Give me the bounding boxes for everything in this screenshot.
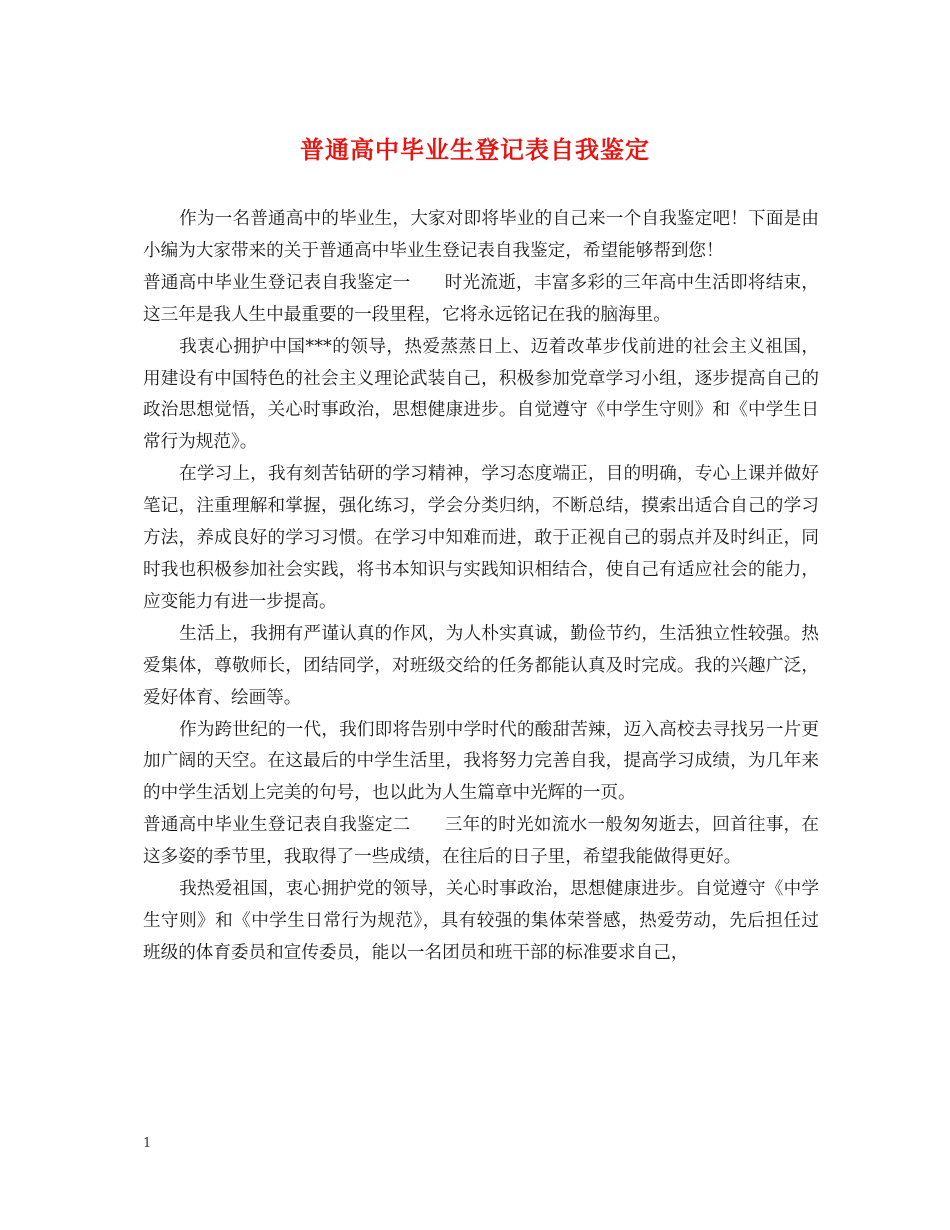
document-body xyxy=(143,204,819,970)
section-one-paragraph xyxy=(143,268,819,332)
section-one-lead: 时光流逝，丰富多彩的三年高中生活即将结束，这三年是我人生中最重要的一段里程，它将永远铭记在我的脑海里。 xyxy=(143,272,819,325)
section-two-paragraph xyxy=(143,810,819,874)
section-two-paragraph-1: 我热爱祖国，衷心拥护党的领导，关心时事政治，思想健康进步。自觉遵守《中学生守则》和《中学生日常行为规范》，具有较强的集体荣誉感，热爱劳动，先后担任过班级的体育委员和宣传委员，能以一名团员和班干部的标准要求自己， xyxy=(143,879,819,963)
section-two-lead: 三年的时光如流水一般匆匆逝去，回首往事，在这多姿的季节里，我取得了一些成绩，在往后的日子里，希望我能做得更好。 xyxy=(143,815,819,868)
section-one-paragraph-4: 作为跨世纪的一代，我们即将告别中学时代的酸甜苦辣，迈入高校去寻找另一片更加广阔的天空。在这最后的中学生活里，我将努力完善自我，提高学习成绩，为几年来的中学生活划上完美的句号，也以此为人生篇章中光辉的一页。 xyxy=(143,719,819,804)
section-one-paragraph-3: 生活上，我拥有严谨认真的作风，为人朴实真诚，勤俭节约，生活独立性较强。热爱集体，尊敬师长，团结同学，对班级交给的任务都能认真及时完成。我的兴趣广泛，爱好体育、绘画等。 xyxy=(143,623,819,708)
section-one-heading: 普通高中毕业生登记表自我鉴定一 xyxy=(143,272,411,293)
section-two-heading: 普通高中毕业生登记表自我鉴定二 xyxy=(143,815,411,836)
section-one-paragraph-2: 在学习上，我有刻苦钻研的学习精神，学习态度端正，目的明确，专心上课并做好笔记，注重理解和掌握，强化练习，学会分类归纳，不断总结，摸索出适合自己的学习方法，养成良好的学习习惯。在学习中知难而进，敢于正视自己的弱点并及时纠正，同时我也积极参加社会实践，将书本知识与实践知识相结合，使自己有适应社会的能力，应变能力有进一步提高。 xyxy=(143,464,819,612)
intro-paragraph: 作为一名普通高中的毕业生，大家对即将毕业的自己来一个自我鉴定吧！下面是由小编为大家带来的关于普通高中毕业生登记表自我鉴定，希望能够帮到您！ xyxy=(143,209,819,261)
document-title: 普通高中毕业生登记表自我鉴定 xyxy=(300,135,650,164)
page-number: 1 xyxy=(143,1136,152,1151)
section-one-paragraph-1: 我衷心拥护中国***的领导，热爱蒸蒸日上、迈着改革步伐前进的社会主义祖国，用建设有中国特色的社会主义理论武装自己，积极参加党章学习小组，逐步提高自己的政治思想觉悟，关心时事政治，思想健康进步。自觉遵守《中学生守则》和《中学生日常行为规范》。 xyxy=(143,336,819,453)
